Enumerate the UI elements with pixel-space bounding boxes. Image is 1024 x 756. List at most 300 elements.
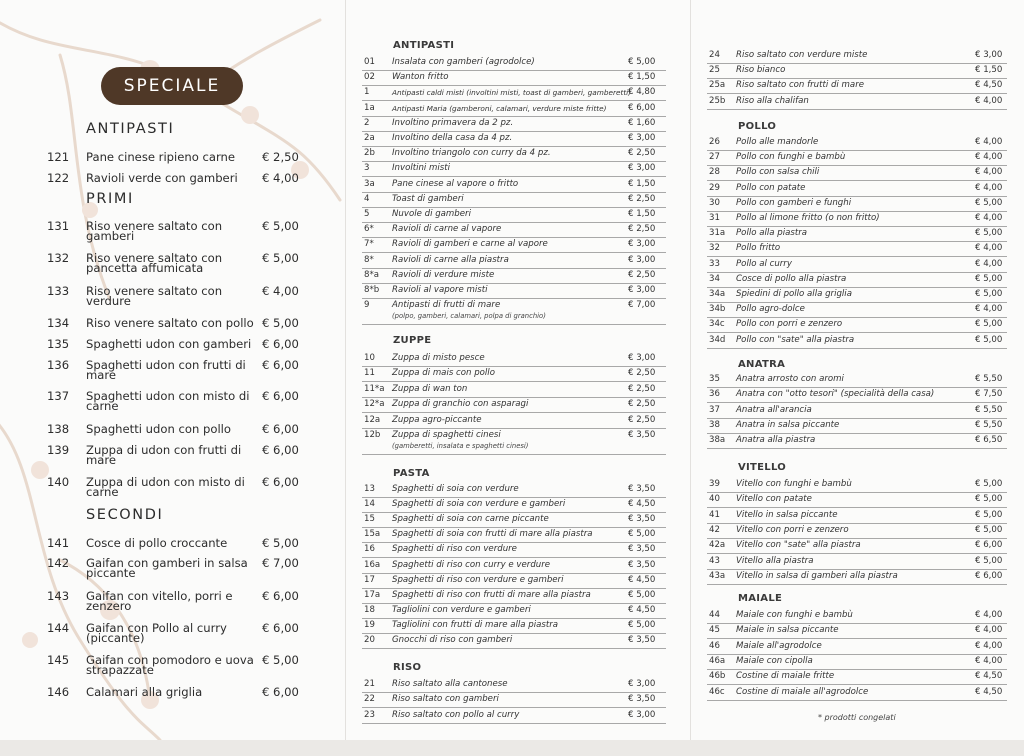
menu-row (362, 397, 666, 413)
item-price: € 6,00 (262, 475, 299, 489)
item-name: Ravioli di carne alla piastra (392, 254, 509, 265)
menu-row (362, 497, 666, 513)
item-number: 17 (364, 574, 375, 585)
menu-row (707, 257, 1007, 273)
item-price: € 1,50 (628, 209, 656, 219)
menu-row (707, 569, 1007, 585)
item-name: Gaifan con pomodoro e uova strapazzate (86, 653, 254, 677)
item-name: Maiale in salsa piccante (736, 625, 839, 636)
menu-row (707, 317, 1007, 333)
item-number: 38a (709, 435, 726, 446)
item-price: € 4,50 (628, 574, 656, 585)
item-name: Zuppa di mais con pollo (392, 368, 495, 379)
item-number: 40 (709, 494, 720, 505)
item-price: € 1,50 (628, 72, 656, 83)
item-name: Zuppa di granchio con asparagi (392, 399, 529, 410)
item-number: 25 (709, 65, 720, 76)
item-name: Spaghetti udon con pollo (86, 422, 231, 436)
menu-row (707, 78, 1007, 94)
menu-row (362, 618, 666, 634)
item-name: Pollo al limone fritto (o non fritto) (736, 213, 880, 223)
item-price: € 1,50 (975, 65, 1003, 76)
section-heading-pasta: PASTA (393, 468, 430, 479)
menu-row (707, 226, 1007, 242)
item-name: Pollo con patate (736, 182, 806, 193)
item-number: 23 (364, 709, 375, 720)
item-name: Gaifan con Pollo al curry (piccante) (86, 621, 227, 645)
item-number: 26 (709, 137, 720, 147)
item-number: 14 (364, 499, 375, 510)
item-number: 46c (709, 686, 725, 697)
menu-row (362, 603, 666, 619)
item-number: 39 (709, 479, 720, 489)
item-name: Cosce di pollo croccante (86, 536, 228, 550)
item-price: € 5,50 (975, 404, 1003, 415)
item-price: € 4,50 (975, 686, 1003, 697)
item-number: 144 (47, 621, 70, 635)
item-name: Vitello in salsa piccante (736, 509, 838, 520)
item-price: € 3,00 (628, 254, 656, 265)
item-name: Riso saltato alla cantonese (392, 679, 508, 689)
item-name: Zuppa di misto pesce (392, 353, 485, 363)
menu-row (362, 116, 666, 132)
item-number: 34b (709, 304, 726, 315)
item-price: € 4,00 (975, 243, 1003, 254)
item-price: € 5,00 (628, 529, 656, 540)
item-number: 142 (47, 556, 70, 570)
section-heading-vitello: VITELLO (738, 462, 787, 473)
item-name: Gaifan con gamberi in salsa piccante (86, 556, 248, 580)
item-price: € 4,50 (628, 499, 656, 510)
item-name: Spaghetti udon con gamberi (86, 337, 252, 351)
item-price: € 5,50 (975, 374, 1003, 384)
item-number: 43a (709, 570, 726, 581)
item-name: Spaghetti udon con frutti di mare (86, 358, 246, 382)
menu-row (707, 135, 1007, 151)
item-price: € 6,00 (975, 570, 1003, 581)
item-number: 133 (47, 284, 70, 298)
item-price: € 5,00 (975, 228, 1003, 239)
item-name: Anatra con "otto tesori" (specialità della casa) (736, 389, 935, 400)
menu-row (362, 558, 666, 574)
item-name: Anatra alla piastra (736, 435, 816, 446)
item-name: Maiale con funghi e bambù (736, 610, 853, 620)
item-number: 28 (709, 167, 720, 178)
item-number: 3 (364, 163, 370, 174)
item-name: Antipasti Maria (gamberoni, calamari, verdure miste fritte) (392, 103, 607, 113)
menu-row (707, 403, 1007, 419)
item-price: € 5,00 (262, 653, 299, 667)
item-name: Tagliolini con verdure e gamberi (392, 604, 531, 615)
item-price: € 6,00 (975, 540, 1003, 551)
item-price: € 3,00 (628, 709, 656, 720)
item-name: Pollo alla piastra (736, 228, 807, 239)
item-name: Antipasti caldi misti (involtini misti, toast di gamberi, gamberetti) (392, 88, 632, 98)
menu-row (707, 387, 1007, 403)
item-name: Spaghetti di riso con curry e verdure (392, 559, 551, 570)
item-price: € 2,50 (262, 150, 299, 164)
item-price: € 4,00 (262, 284, 299, 298)
item-price: € 6,00 (262, 337, 299, 351)
menu-row (707, 623, 1007, 639)
item-price: € 5,00 (975, 479, 1003, 489)
item-price: € 2,50 (628, 368, 656, 379)
item-name: Spaghetti di soia con carne piccante (392, 514, 549, 525)
item-name: Vitello in salsa di gamberi alla piastra (736, 570, 898, 581)
item-name: Riso saltato con verdure miste (736, 50, 868, 60)
menu-row (362, 428, 666, 455)
item-number: 1 (364, 87, 370, 98)
item-price: € 3,50 (628, 430, 656, 440)
item-price: € 5,00 (975, 555, 1003, 566)
menu-row (362, 55, 666, 71)
item-name: Cosce di pollo alla piastra (736, 273, 847, 284)
item-name: Spaghetti di riso con frutti di mare alla piastra (392, 589, 591, 600)
item-name: Costine di maiale fritte (736, 671, 835, 682)
item-number: 31a (709, 228, 726, 239)
item-name: Involtino primavera da 2 pz. (392, 117, 514, 128)
item-number: 8*a (364, 269, 380, 280)
item-number: 35 (709, 374, 720, 384)
item-number: 01 (364, 57, 375, 67)
item-number: 41 (709, 509, 720, 520)
item-name: Zuppa di udon con misto di carne (86, 475, 245, 499)
item-name: Riso saltato con pollo al curry (392, 709, 520, 720)
item-price: € 4,00 (975, 95, 1003, 106)
item-price: € 7,00 (628, 300, 656, 311)
item-price: € 5,00 (628, 57, 656, 67)
item-price: € 3,00 (628, 285, 656, 295)
item-price: € 6,00 (262, 389, 299, 403)
item-name: Vitello con funghi e bambù (736, 479, 852, 489)
item-detail: (gamberetti, insalata e spaghetti cinesi) (392, 442, 529, 450)
item-name: Riso alla chalifan (736, 95, 809, 106)
menu-row (362, 512, 666, 528)
item-name: Riso bianco (736, 65, 786, 76)
item-name: Zuppa agro-piccante (392, 414, 482, 425)
menu-row (707, 196, 1007, 212)
item-price: € 4,00 (975, 182, 1003, 193)
item-number: 11 (364, 368, 375, 379)
menu-row (707, 685, 1007, 701)
item-number: 22 (364, 694, 375, 705)
item-price: € 6,00 (262, 422, 299, 436)
menu-row (362, 633, 666, 649)
menu-row (362, 283, 666, 299)
item-number: 46a (709, 655, 726, 666)
item-number: 132 (47, 251, 70, 265)
item-number: 34 (709, 273, 720, 284)
item-price: € 7,50 (975, 389, 1003, 400)
item-name: Pane cinese ripieno carne (86, 150, 236, 164)
item-number: 46 (709, 640, 720, 651)
item-number: 12*a (364, 399, 385, 410)
menu-row (362, 527, 666, 543)
item-price: € 5,00 (262, 316, 299, 330)
item-price: € 5,00 (975, 273, 1003, 284)
item-price: € 4,00 (975, 258, 1003, 269)
menu-row (707, 669, 1007, 685)
item-price: € 6,50 (975, 435, 1003, 446)
item-name: Pollo con "sate" alla piastra (736, 334, 855, 345)
item-name: Pollo agro-dolce (736, 304, 805, 315)
menu-row (707, 554, 1007, 570)
item-price: € 5,00 (262, 536, 299, 550)
item-name: Spiedini di pollo alla griglia (736, 289, 852, 299)
item-name: Spaghetti di riso con verdure (392, 544, 517, 555)
menu-row (362, 413, 666, 429)
item-number: 121 (47, 150, 70, 164)
item-number: 34d (709, 334, 726, 345)
item-name: Pollo fritto (736, 243, 781, 254)
menu-row (707, 433, 1007, 449)
menu-row (362, 253, 666, 269)
item-name: Toast di gamberi (392, 193, 464, 204)
item-price: € 3,50 (628, 694, 656, 705)
item-price: € 6,00 (628, 102, 656, 113)
section-heading-antipasti: ANTIPASTI (86, 121, 175, 137)
item-price: € 6,00 (262, 443, 299, 457)
item-number: 32 (709, 243, 720, 254)
item-number: 2b (364, 148, 375, 159)
item-number: 11*a (364, 383, 385, 394)
item-number: 2 (364, 117, 370, 128)
section-heading-pollo: POLLO (738, 121, 777, 132)
item-name: Riso saltato con gamberi (392, 694, 499, 705)
item-number: 31 (709, 213, 720, 223)
item-price: € 4,00 (975, 655, 1003, 666)
item-number: 43 (709, 555, 720, 566)
item-price: € 3,50 (628, 484, 656, 494)
item-number: 18 (364, 604, 375, 615)
item-number: 15 (364, 514, 375, 525)
item-name: Riso venere saltato con verdure (86, 284, 223, 308)
item-name: Anatra in salsa piccante (736, 419, 840, 430)
item-number: 30 (709, 197, 720, 208)
menu-row (707, 372, 1007, 388)
item-number: 25b (709, 95, 726, 106)
section-heading-primi: PRIMI (86, 191, 134, 207)
item-price: € 3,00 (628, 353, 656, 363)
menu-row (707, 272, 1007, 288)
item-number: 19 (364, 619, 375, 630)
menu-row (707, 333, 1007, 349)
item-name: Ravioli verde con gamberi (86, 171, 238, 185)
item-price: € 3,00 (628, 679, 656, 689)
menu-row (707, 477, 1007, 493)
menu-row (707, 302, 1007, 318)
menu-row (707, 492, 1007, 508)
item-price: € 3,00 (628, 163, 656, 174)
item-number: 134 (47, 316, 70, 330)
item-price: € 2,50 (628, 383, 656, 394)
item-name: Involtino triangolo con curry da 4 pz. (392, 148, 551, 159)
item-price: € 5,00 (262, 251, 299, 265)
item-price: € 5,00 (975, 524, 1003, 535)
item-number: 4 (364, 193, 370, 204)
section-heading-zuppe: ZUPPE (393, 335, 432, 346)
item-number: 2a (364, 133, 375, 143)
item-price: € 1,50 (628, 178, 656, 189)
section-heading-antipasti: ANTIPASTI (393, 40, 455, 51)
item-number: 36 (709, 389, 720, 400)
item-number: 10 (364, 353, 375, 363)
item-price: € 6,00 (262, 685, 299, 699)
menu-row (707, 287, 1007, 303)
item-number: 7* (364, 239, 374, 250)
item-price: € 4,80 (628, 87, 656, 98)
item-price: € 6,00 (262, 621, 299, 635)
menu-row (362, 351, 666, 367)
item-price: € 5,00 (628, 619, 656, 630)
item-name: Anatra all'arancia (736, 404, 812, 415)
item-name: Zuppa di wan ton (392, 383, 468, 394)
item-number: 1a (364, 102, 375, 113)
item-price: € 4,50 (628, 604, 656, 615)
item-number: 8*b (364, 285, 380, 295)
menu-row (362, 482, 666, 498)
item-number: 12a (364, 414, 381, 425)
item-number: 24 (709, 50, 720, 60)
item-number: 02 (364, 72, 375, 83)
item-price: € 3,50 (628, 635, 656, 645)
item-name: Antipasti di frutti di mare (392, 300, 501, 311)
item-name: Riso venere saltato con pancetta affumicata (86, 251, 223, 275)
item-number: 29 (709, 182, 720, 193)
item-number: 136 (47, 358, 70, 372)
item-price: € 4,00 (262, 171, 299, 185)
item-price: € 2,50 (628, 414, 656, 425)
item-number: 17a (364, 589, 381, 600)
item-name: Zuppa di spaghetti cinesi (392, 430, 501, 440)
menu-row (362, 101, 666, 117)
item-name: Spaghetti di riso con verdure e gamberi (392, 574, 564, 585)
item-number: 46b (709, 671, 726, 682)
item-price: € 6,00 (262, 358, 299, 372)
item-number: 34a (709, 289, 726, 299)
item-name: Involtino della casa da 4 pz. (392, 133, 513, 143)
menu-row (707, 608, 1007, 624)
item-price: € 4,00 (975, 137, 1003, 147)
item-number: 21 (364, 679, 375, 689)
item-name: Gaifan con vitello, porri e zenzero (86, 589, 233, 613)
item-name: Costine di maiale all'agrodolce (736, 686, 869, 697)
menu-row (362, 268, 666, 284)
item-price: € 4,00 (975, 152, 1003, 163)
item-name: Maiale all'agrodolce (736, 640, 822, 651)
menu-row (362, 161, 666, 177)
item-price: € 7,00 (262, 556, 299, 570)
menu-row (707, 418, 1007, 434)
item-price: € 5,00 (975, 334, 1003, 345)
menu-row (707, 508, 1007, 524)
item-name: Spaghetti di soia con frutti di mare alla piastra (392, 529, 593, 540)
menu-row (362, 382, 666, 398)
item-price: € 4,00 (975, 625, 1003, 636)
item-price: € 2,50 (628, 399, 656, 410)
item-name: Riso venere saltato con pollo (86, 316, 254, 330)
item-price: € 5,50 (975, 419, 1003, 430)
item-name: Vitello con "sate" alla piastra (736, 540, 861, 551)
item-name: Spaghetti udon con misto di carne (86, 389, 250, 413)
menu-row (362, 131, 666, 147)
section-heading-maiale: MAIALE (738, 593, 783, 604)
item-name: Wanton fritto (392, 72, 449, 83)
item-name: Ravioli di verdure miste (392, 269, 495, 280)
item-price: € 4,00 (975, 213, 1003, 223)
item-price: € 3,00 (628, 133, 656, 143)
menu-row (362, 70, 666, 86)
section-heading-secondi: SECONDI (86, 507, 164, 523)
item-number: 131 (47, 219, 70, 233)
menu-row (707, 94, 1007, 110)
item-price: € 3,50 (628, 559, 656, 570)
section-heading-anatra: ANATRA (738, 359, 786, 370)
item-price: € 5,00 (262, 219, 299, 233)
item-name: Pollo alle mandorle (736, 137, 819, 147)
item-number: 42a (709, 540, 726, 551)
item-detail: (polpo, gamberi, calamari, polpa di granchio) (392, 312, 546, 321)
item-price: € 4,00 (975, 640, 1003, 651)
item-number: 138 (47, 422, 70, 436)
item-name: Ravioli di carne al vapore (392, 224, 502, 235)
item-number: 143 (47, 589, 70, 603)
item-price: € 2,50 (628, 193, 656, 204)
menu-row (707, 538, 1007, 554)
item-name: Anatra arrosto con aromi (736, 374, 844, 384)
item-price: € 2,50 (628, 148, 656, 159)
item-number: 139 (47, 443, 70, 457)
section-heading-riso: RISO (393, 662, 422, 673)
menu-row (707, 181, 1007, 197)
menu-row (362, 588, 666, 604)
item-number: 20 (364, 635, 375, 645)
menu-row (707, 639, 1007, 655)
item-price: € 5,00 (628, 589, 656, 600)
item-name: Zuppa di udon con frutti di mare (86, 443, 242, 467)
item-number: 135 (47, 337, 70, 351)
item-name: Pollo con salsa chili (736, 167, 820, 178)
menu-row (707, 63, 1007, 79)
item-name: Ravioli al vapore misti (392, 285, 488, 295)
item-name: Pollo con gamberi e funghi (736, 197, 852, 208)
menu-row (362, 708, 666, 724)
item-price: € 5,00 (975, 509, 1003, 520)
item-price: € 3,00 (628, 239, 656, 250)
item-name: Vitello alla piastra (736, 555, 814, 566)
item-price: € 3,00 (975, 50, 1003, 60)
item-name: Ravioli di gamberi e carne al vapore (392, 239, 548, 250)
item-name: Riso venere saltato con gamberi (86, 219, 223, 243)
menu-row (707, 241, 1007, 257)
item-number: 38 (709, 419, 720, 430)
item-price: € 3,50 (628, 544, 656, 555)
menu-row (707, 523, 1007, 539)
item-name: Nuvole di gamberi (392, 209, 471, 219)
item-number: 15a (364, 529, 381, 540)
menu-row (362, 207, 666, 223)
item-number: 16 (364, 544, 375, 555)
item-price: € 6,00 (262, 589, 299, 603)
item-price: € 2,50 (628, 269, 656, 280)
item-number: 3a (364, 178, 375, 189)
menu-row (362, 542, 666, 558)
menu-row (362, 146, 666, 162)
menu-row (707, 211, 1007, 227)
item-number: 12b (364, 430, 381, 440)
item-number: 45 (709, 625, 720, 636)
fold-line (345, 0, 346, 740)
